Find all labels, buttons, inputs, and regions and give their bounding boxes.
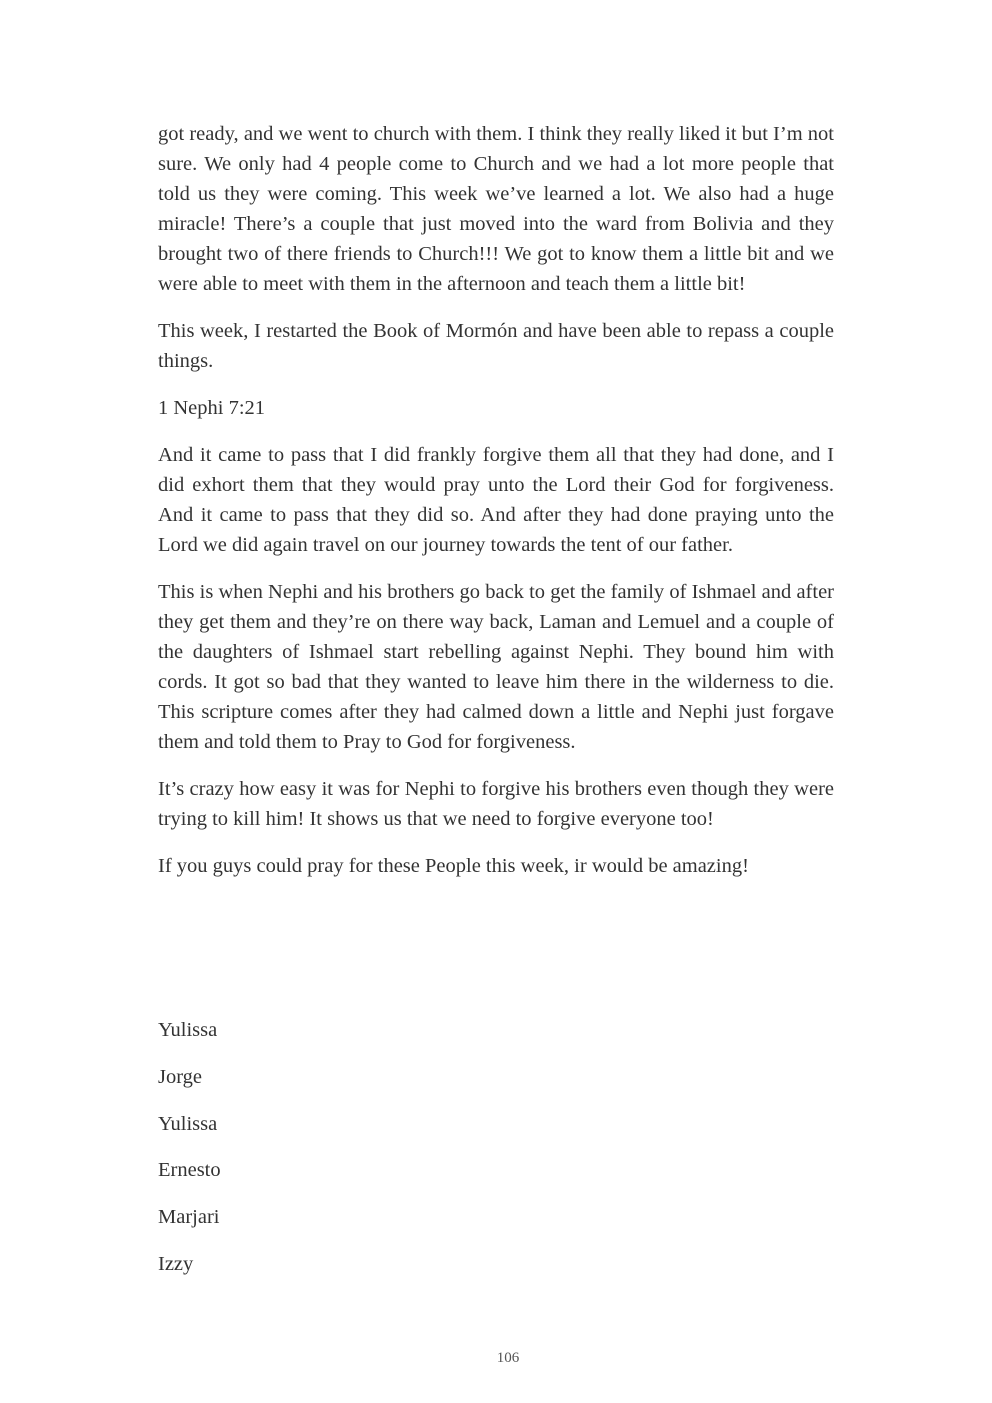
list-item: Ernesto bbox=[158, 1159, 221, 1182]
body-text bbox=[158, 119, 834, 898]
prayer-names-list bbox=[158, 1015, 558, 1296]
list-item: Izzy bbox=[158, 1252, 194, 1275]
list-item: Yulissa bbox=[158, 1019, 218, 1041]
scripture-reference: 1 Nephi 7:21 bbox=[158, 397, 266, 419]
paragraph-forgiveness: It’s crazy how easy it was for Nephi to forgive his brothers even though they were trying to kill him! It shows us that we need to forgive everyone too! bbox=[158, 778, 834, 830]
paragraph-book-of-mormon: This week, I restarted the Book of Mormón and have been able to repass a couple things. bbox=[158, 320, 834, 372]
list-item: Marjari bbox=[158, 1206, 220, 1229]
paragraph-church-visit: got ready, and we went to church with them. I think they really liked it but I’m not sure. We only had 4 people come to Church and we had a lot more people that told us they were coming. This week we’ve learned a lot. We also had a huge miracle! There’s a couple that just moved into the ward from Bolivia and they brought two of there friends to Church!!! We got to know them a little bit and we were able to meet with them in the afternoon and teach them a little bit! bbox=[158, 123, 834, 295]
paragraph-nephi-story: This is when Nephi and his brothers go back to get the family of Ishmael and after they get them and they’re on there way back, Laman and Lemuel and a couple of the daughters of Ishmael start rebelling against Nephi. They bound him with cords. It got so bad that they wanted to leave him there in the wilderness to die. This scripture comes after they had calmed down a little and Nephi just forgave them and told them to Pray to God for forgiveness. bbox=[158, 581, 834, 753]
page-number: 106 bbox=[496, 1350, 520, 1366]
list-item: Jorge bbox=[158, 1065, 203, 1088]
paragraph-prayer-request: If you guys could pray for these People this week, ir would be amazing! bbox=[158, 855, 749, 877]
list-item: Yulissa bbox=[158, 1112, 218, 1135]
scripture-quote: And it came to pass that I did frankly forgive them all that they had done, and I did exhort them that they would pray unto the Lord their God for forgiveness. And it came to pass that they did so. And after they had done praying unto the Lord we did again travel on our journey towards the tent of our father. bbox=[158, 444, 834, 556]
